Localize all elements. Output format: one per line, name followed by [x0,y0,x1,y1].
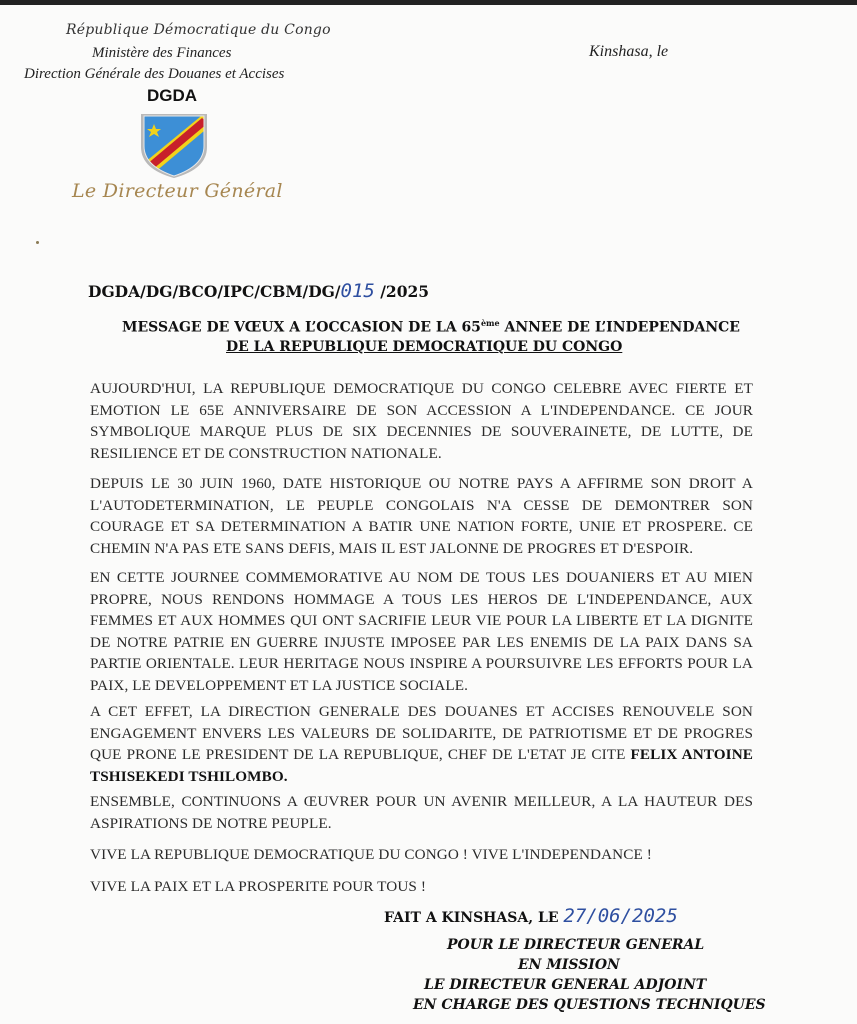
paragraph-1: AUJOURD'HUI, LA REPUBLIQUE DEMOCRATIQUE DU CONGO CELEBRE AVEC FIERTE ET EMOTION LE 65E ANNIVERSAIRE DE SON ACCESSION A L'INDEPENDANCE. CE JOUR SYMBOLIQUE MARQUE PLUS DE SIX DECENNIES DE SOUVERAINETE, DE LUTTE, DE RESILIENCE ET DE CONSTRUCTION NATIONALE. [90,380,753,462]
dgda-acronym: DGDA [147,86,198,105]
paragraph-4 [90,701,753,787]
handwritten-date: 27/06/2025 [563,905,678,927]
republic-line: République Démocratique du Congo [66,22,331,38]
directorate-line: Direction Générale des Douanes et Accises [24,66,285,82]
paragraph-2: DEPUIS LE 30 JUIN 1960, DATE HISTORIQUE OU NOTRE PAYS A AFFIRME SON DROIT A L'AUTODETERMINATION, LE PEUPLE CONGOLAIS N'A CESSE DE DEMONTRER SON COURAGE ET SA DETERMINATION A BATIR UNE NATION FORTE, UNIE ET PROSPERE. CE CHEMIN N'A PAS ETE SANS DEFIS, MAIS IL EST JALONNE DE PROGRES ET D'ESPOIR. [90,475,753,557]
signature-line-1: POUR LE DIRECTEUR GENERAL [447,937,705,953]
reference-handwritten-number: 015 [340,280,375,302]
paragraph-5: ENSEMBLE, CONTINUONS A ŒUVRER POUR UN AVENIR MEILLEUR, A LA HAUTEUR DES ASPIRATIONS DE NOTRE PEUPLE. [90,793,753,832]
signature-line-3: LE DIRECTEUR GENERAL ADJOINT [424,977,707,993]
paragraph-6: VIVE LA REPUBLIQUE DEMOCRATIQUE DU CONGO ! VIVE L'INDEPENDANCE ! [90,846,652,863]
signature-line-2: EN MISSION [518,957,620,973]
signing-place-date [384,905,678,927]
president-name: FELIX ANTOINE TSHISEKEDI TSHILOMBO. [90,746,753,785]
director-general-title: Le Directeur Général [72,180,283,202]
ministry-line: Ministère des Finances [92,45,232,61]
dgda-shield-logo [138,112,210,178]
reference-number [88,280,429,302]
title-superscript: ème [480,318,500,328]
message-title-line1 [122,318,740,336]
place-date-line: Kinshasa, le [589,43,669,60]
reference-suffix: /2025 [374,282,430,301]
fait-label: FAIT A KINSHASA, LE [384,910,564,926]
title-text-a: MESSAGE DE VŒUX A L’OCCASION DE LA 65 [122,319,481,336]
paper-speck [36,241,39,244]
paragraph-3: EN CETTE JOURNEE COMMEMORATIVE AU NOM DE TOUS LES DOUANIERS ET AU MIEN PROPRE, NOUS RENDONS HOMMAGE A TOUS LES HEROS DE L'INDEPENDANCE, AUX FEMMES ET AUX HOMMES QUI ONT SACRIFIE LEUR VIE POUR LA LIBERTE ET LA DIGNITE DE NOTRE PATRIE EN GUERRE INJUSTE IMPOSEE PAR LES ENEMIS DE LA PAIX DANS SA PARTIE ORIENTALE. LEUR HERITAGE NOUS INSPIRE A POURSUIVRE LES EFFORTS POUR LA PAIX, LE DEVELOPPEMENT ET LA JUSTICE SOCIALE. [90,569,753,694]
paragraph-4-text: A CET EFFET, LA DIRECTION GENERALE DES DOUANES ET ACCISES RENOUVELE SON ENGAGEMENT ENVERS LES VALEURS DE SOLIDARITE, DE PATRIOTISME ET DE PROGRES QUE PRONE LE PRESIDENT DE LA REPUBLIQUE, CHEF DE L'ETAT JE CITE [90,703,753,763]
reference-prefix: DGDA/DG/BCO/IPC/CBM/DG/ [88,282,341,301]
title-text-b: ANNEE DE L’INDEPENDANCE [499,319,740,336]
message-title-line2: DE LA REPUBLIQUE DEMOCRATIQUE DU CONGO [226,339,623,355]
signature-line-4: EN CHARGE DES QUESTIONS TECHNIQUES [413,997,766,1013]
paragraph-7: VIVE LA PAIX ET LA PROSPERITE POUR TOUS ! [90,878,427,895]
